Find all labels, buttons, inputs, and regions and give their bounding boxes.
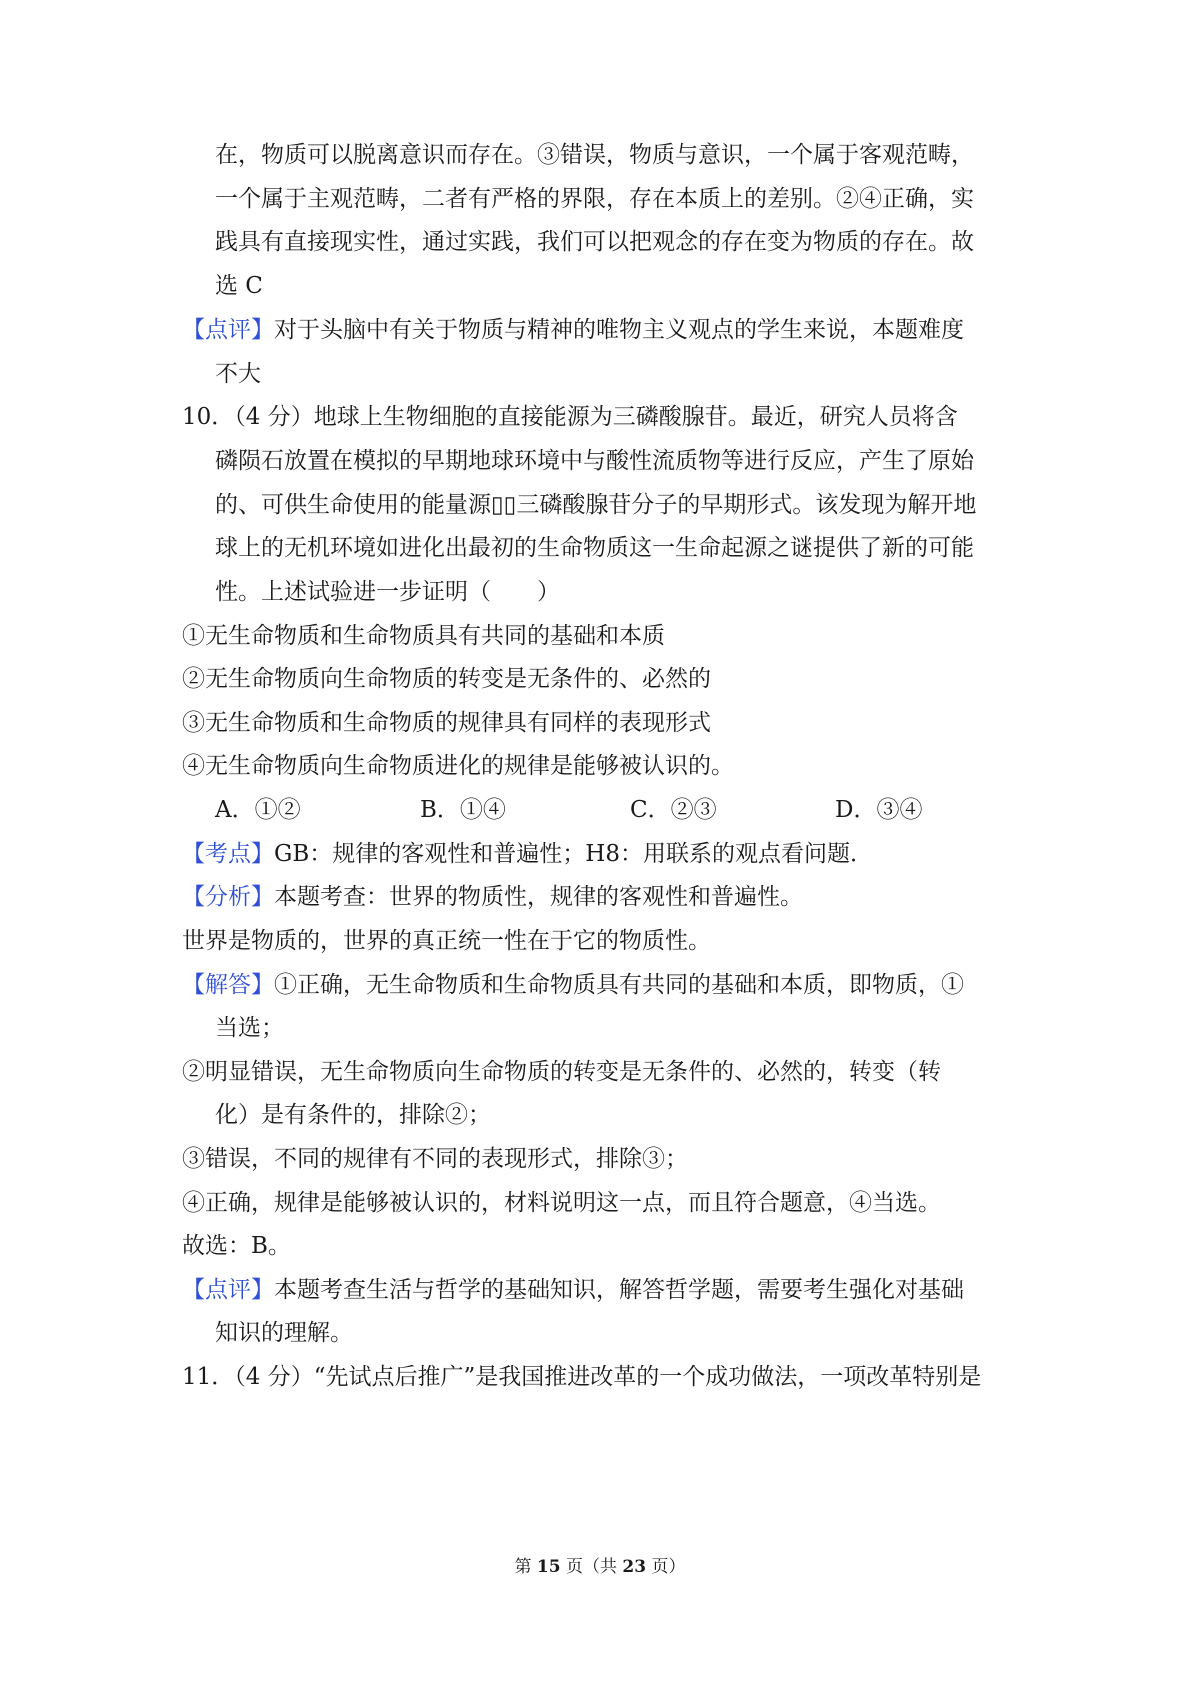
q9-review-line2: 不大 <box>215 361 261 387</box>
option-b: B．①④ <box>420 797 506 823</box>
q9-text-line: 在，物质可以脱离意识而存在。③错误，物质与意识，一个属于客观范畴， <box>215 142 974 168</box>
review-tag: 【点评】 <box>182 317 274 343</box>
q9-text-line: 一个属于主观范畴，二者有严格的界限，存在本质上的差别。②④正确，实 <box>215 186 974 212</box>
footer-suffix: 页） <box>651 1557 686 1577</box>
q10-stem-line: 球上的无机环境如进化出最初的生命物质这一生命起源之谜提供了新的可能 <box>215 535 974 561</box>
q11-stem <box>182 1362 981 1392</box>
fenxi-tag: 【分析】 <box>182 884 274 910</box>
review-text: 本题考查生活与哲学的基础知识，解答哲学题，需要考生强化对基础 <box>274 1277 964 1303</box>
kaodian-text: GB：规律的客观性和普遍性；H8：用联系的观点看问题． <box>274 841 873 867</box>
q10-stem-line: 性。上述试验进一步证明（ ） <box>215 579 560 605</box>
footer-page-number: 15 <box>536 1557 561 1577</box>
review-text: 对于头脑中有关于物质与精神的唯物主义观点的学生来说，本题难度 <box>274 317 964 343</box>
q10-jieda <box>182 970 964 1000</box>
q10-answer: 故选：B。 <box>182 1233 291 1259</box>
question-number: 11． <box>182 1364 235 1390</box>
q10-stem-line: 磷陨石放置在模拟的早期地球环境中与酸性流质物等进行反应，产生了原始 <box>215 448 974 474</box>
option-c: C．②③ <box>630 797 717 823</box>
q10-jieda-line: 当选； <box>215 1015 284 1041</box>
q10-jieda-line: ④正确，规律是能够被认识的，材料说明这一点，而且符合题意，④当选。 <box>182 1190 941 1216</box>
q10-fenxi-line2: 世界是物质的，世界的真正统一性在于它的物质性。 <box>182 928 711 954</box>
q10-jieda-line: ②明显错误，无生命物质向生命物质的转变是无条件的、必然的，转变（转 <box>182 1059 941 1085</box>
question-stem: （4 分）地球上生物细胞的直接能源为三磷酸腺苷。最近，研究人员将含 <box>234 404 958 430</box>
jieda-tag: 【解答】 <box>182 972 274 998</box>
q10-review-line2: 知识的理解。 <box>215 1320 353 1346</box>
q10-stem-line: 的、可供生命使用的能量源▯▯三磷酸腺苷分子的早期形式。该发现为解开地 <box>215 492 977 518</box>
footer-mid: 页（共 <box>566 1557 617 1577</box>
q10-options <box>0 795 1200 825</box>
q10-stem <box>182 402 958 432</box>
question-stem: （4 分）“先试点后推广”是我国推进改革的一个成功做法，一项改革特别是 <box>234 1364 982 1390</box>
q10-review <box>182 1275 964 1305</box>
q9-text-line: 践具有直接现实性，通过实践，我们可以把观念的存在变为物质的存在。故 <box>215 229 974 255</box>
option-a: A．①② <box>215 797 301 823</box>
q10-statement: ④无生命物质向生命物质进化的规律是能够被认识的。 <box>182 753 734 779</box>
q10-jieda-line: ③错误，不同的规律有不同的表现形式，排除③； <box>182 1146 688 1172</box>
q10-kaodian <box>182 839 873 869</box>
option-d: D．③④ <box>835 797 923 823</box>
page-footer <box>0 1555 1200 1579</box>
q10-statement: ②无生命物质向生命物质的转变是无条件的、必然的 <box>182 666 711 692</box>
footer-prefix: 第 <box>514 1557 532 1577</box>
q10-statement: ③无生命物质和生命物质的规律具有同样的表现形式 <box>182 710 711 736</box>
review-tag: 【点评】 <box>182 1277 274 1303</box>
q10-statement: ①无生命物质和生命物质具有共同的基础和本质 <box>182 623 665 649</box>
q10-jieda-line: 化）是有条件的，排除②； <box>215 1102 491 1128</box>
question-number: 10． <box>182 404 235 430</box>
footer-total-pages: 23 <box>622 1557 647 1577</box>
q9-text-line: 选 C <box>215 273 263 299</box>
jieda-text: ①正确，无生命物质和生命物质具有共同的基础和本质，即物质，① <box>274 972 964 998</box>
q9-review <box>182 315 964 345</box>
kaodian-tag: 【考点】 <box>182 841 274 867</box>
q10-fenxi <box>182 882 803 912</box>
fenxi-text: 本题考查：世界的物质性，规律的客观性和普遍性。 <box>274 884 803 910</box>
